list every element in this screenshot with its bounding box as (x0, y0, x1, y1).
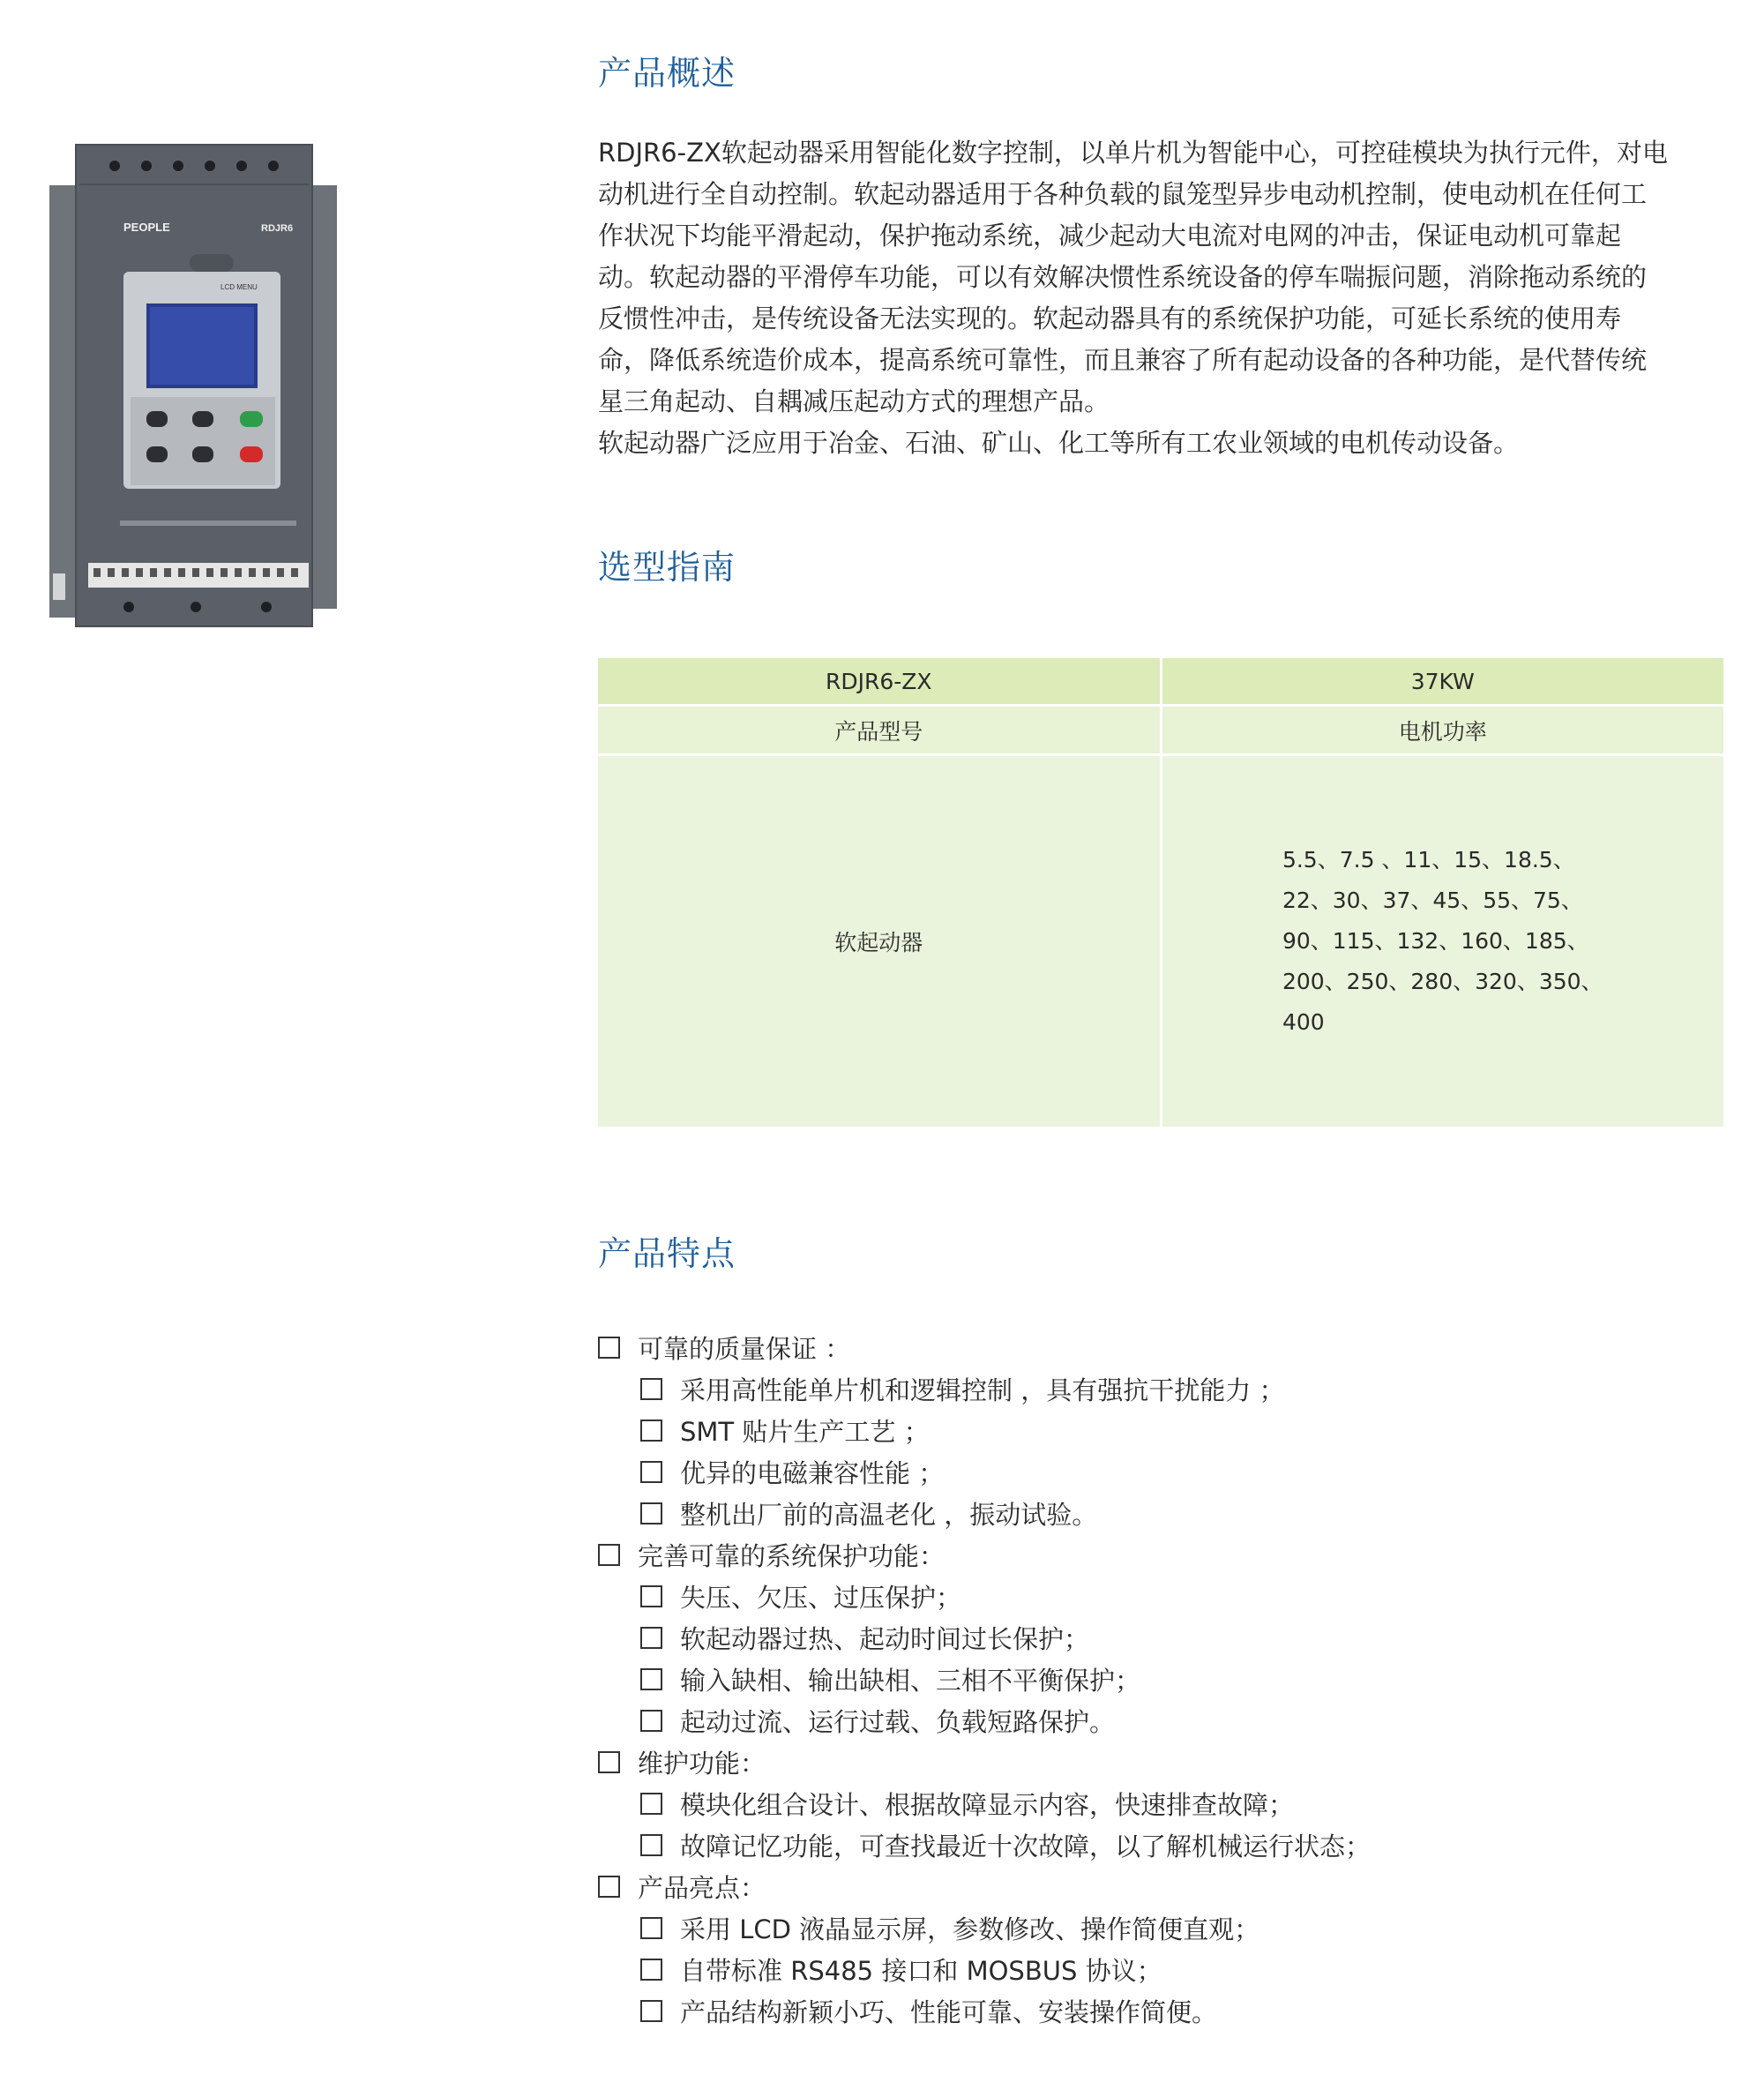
feature-item: 采用高性能单片机和逻辑控制 ，具有强抗干扰能力 ； (598, 1368, 1371, 1410)
feature-item: SMT 贴片生产工艺 ； (598, 1410, 1371, 1451)
checkbox-icon (640, 1834, 662, 1856)
checkbox-icon (640, 1793, 662, 1815)
lcd-menu-label: LCD MENU (220, 283, 258, 291)
selection-table (598, 658, 1723, 1129)
checkbox-icon (640, 1585, 662, 1607)
checkbox-icon (640, 1668, 662, 1690)
feature-item: 故障记忆功能，可查找最近十次故障，以了解机械运行状态； (598, 1824, 1371, 1866)
overview-text (598, 132, 1736, 464)
feature-group-title: 产品亮点： (598, 1866, 1371, 1907)
overview-line: 软起动器广泛应用于冶金、石油、矿山、化工等所有工农业领域的电机传动设备。 (598, 428, 1520, 458)
header-cell: RDJR6-ZX (598, 658, 1161, 706)
checkbox-icon (640, 1959, 662, 1981)
power-line: 22、30、37、45、55、75、 (1282, 888, 1583, 913)
column-label: 产品型号 (598, 706, 1161, 755)
overview-line: 动机进行全自动控制。软起动器适用于各种负载的鼠笼型异步电动机控制，使电动机在任何工 (598, 179, 1648, 209)
power-line: 5.5、7.5 、11、15、18.5、 (1282, 847, 1575, 873)
feature-item: 自带标准 RS485 接口和 MOSBUS 协议； (598, 1949, 1371, 1990)
column-label: 电机功率 (1161, 706, 1723, 755)
feature-item: 起动过流、运行过载、负载短路保护。 (598, 1700, 1371, 1742)
feature-item: 采用 LCD 液晶显示屏，参数修改、操作简便直观； (598, 1907, 1371, 1949)
brand-logo: PEOPLE (123, 221, 170, 234)
checkbox-icon (640, 1710, 662, 1732)
checkbox-icon (640, 1420, 662, 1442)
checkbox-icon (640, 1502, 662, 1524)
feature-item: 整机出厂前的高温老化 ，振动试验。 (598, 1493, 1371, 1534)
checkbox-icon (598, 1544, 620, 1566)
feature-group-title: 维护功能： (598, 1742, 1371, 1783)
checkbox-icon (598, 1751, 620, 1773)
power-line: 400 (1282, 1009, 1325, 1035)
checkbox-icon (598, 1337, 620, 1359)
overview-line: 作状况下均能平滑起动，保护拖动系统，减少起动大电流对电网的冲击，保证电动机可靠起 (598, 221, 1622, 251)
overview-line: 星三角起动、自耦减压起动方式的理想产品。 (598, 386, 1110, 416)
overview-line: 命，降低系统造价成本，提高系统可靠性，而且兼容了所有起动设备的各种功能，是代替传统 (598, 345, 1648, 375)
overview-title: 产品概述 (598, 54, 736, 93)
header-cell: 37KW (1161, 658, 1723, 706)
checkbox-icon (598, 1876, 620, 1898)
checkbox-icon (640, 1917, 662, 1939)
checkbox-icon (640, 1627, 662, 1649)
overview-line: RDJR6-ZX软起动器采用智能化数字控制，以单片机为智能中心，可控硅模块为执行元件，对电 (598, 138, 1668, 168)
feature-item: 输入缺相、输出缺相、三相不平衡保护； (598, 1659, 1371, 1700)
product-image (44, 141, 344, 635)
power-line: 90、115、132、160、185、 (1282, 928, 1589, 954)
feature-item: 失压、欠压、过压保护； (598, 1576, 1371, 1617)
feature-group-title: 可靠的质量保证 ： (598, 1327, 1371, 1368)
feature-item: 优异的电磁兼容性能 ； (598, 1451, 1371, 1493)
overview-line: 反惯性冲击，是传统设备无法实现的。软起动器具有的系统保护功能，可延长系统的使用寿 (598, 303, 1622, 333)
feature-item: 软起动器过热、起动时间过长保护； (598, 1617, 1371, 1659)
power-cell (1161, 755, 1723, 1128)
table-column-row (598, 706, 1723, 755)
features-list (598, 1327, 1371, 2032)
feature-group-title: 完善可靠的系统保护功能： (598, 1534, 1371, 1576)
selection-guide-title: 选型指南 (598, 548, 736, 587)
left-bracket (49, 185, 76, 618)
checkbox-icon (640, 2000, 662, 2022)
power-line: 200、250、280、320、350、 (1282, 969, 1603, 994)
checkbox-icon (640, 1461, 662, 1483)
table-header-row (598, 658, 1723, 706)
table-row (598, 755, 1723, 1128)
checkbox-icon (640, 1378, 662, 1400)
feature-item: 模块化组合设计、根据故障显示内容，快速排查故障； (598, 1783, 1371, 1824)
features-title: 产品特点 (598, 1234, 736, 1273)
product-name-cell: 软起动器 (598, 755, 1161, 1128)
overview-line: 动。软起动器的平滑停车功能，可以有效解决惯性系统设备的停车喘振问题，消除拖动系统的 (598, 262, 1648, 292)
power-list (1282, 840, 1603, 1043)
feature-item: 产品结构新颖小巧、性能可靠、安装操作简便。 (598, 1990, 1371, 2032)
model-label: RDJR6 (261, 223, 294, 234)
